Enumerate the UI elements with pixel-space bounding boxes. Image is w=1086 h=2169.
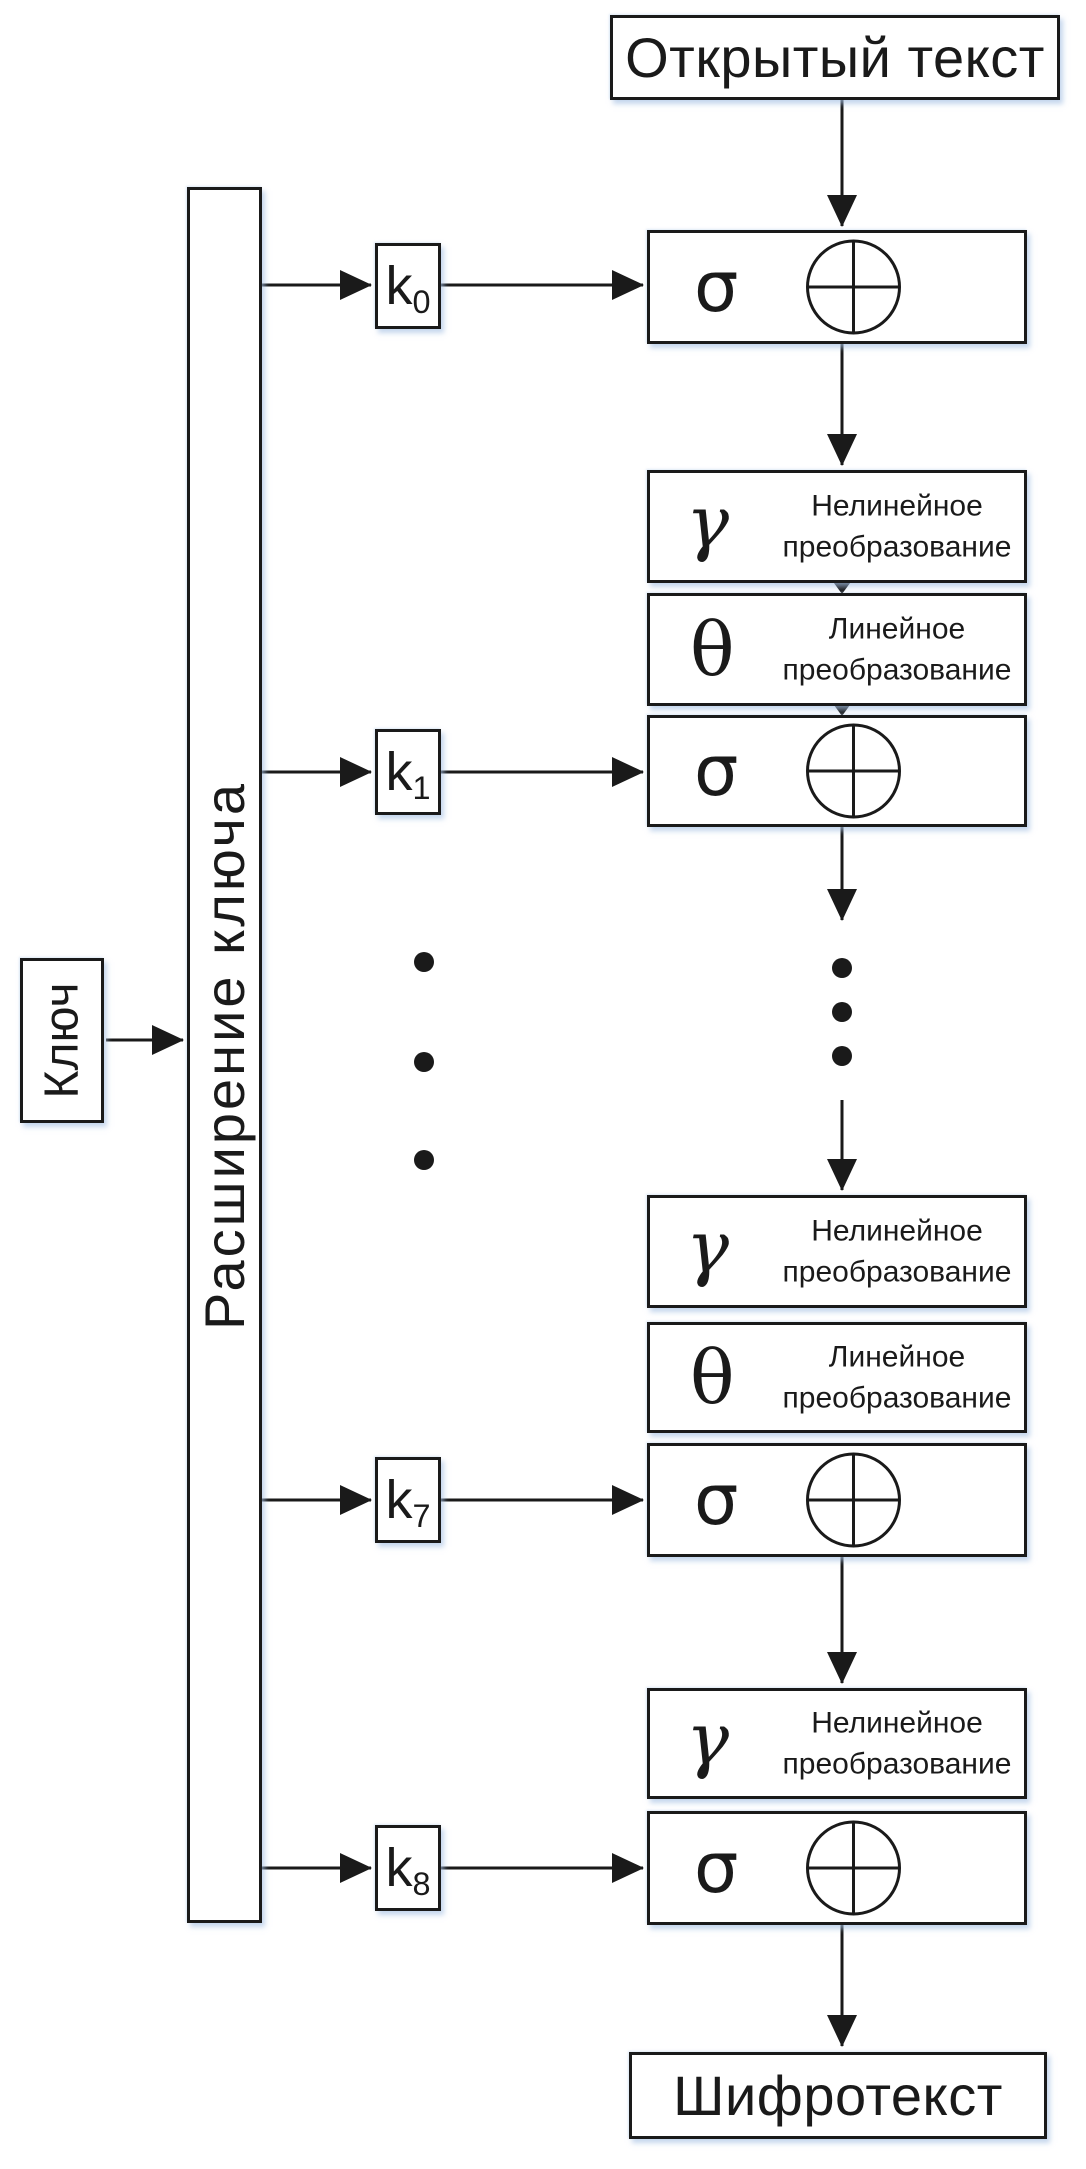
data-path-ellipsis-dots [832,958,852,1066]
key-base: k [385,1838,413,1898]
round-key-box-k1 [375,729,441,815]
round-key-label [385,1469,431,1535]
key-base: k [385,256,413,316]
nonlinear-box-1 [647,470,1027,583]
gamma-symbol: γ [686,1205,730,1290]
key-index: 0 [412,284,431,321]
round-key-box-k7 [375,1457,441,1543]
nonlinear-label: Нелинейное преобразование [782,489,1012,564]
ciphertext-box [629,2052,1047,2139]
sigma-symbol: σ [694,1827,739,1909]
linear-label: Линейное преобразование [782,1340,1012,1415]
plaintext-label: Открытый текст [625,26,1045,89]
key-addition-box-3 [647,1443,1027,1557]
xor-circle-icon [806,1453,901,1548]
xor-circle-icon [806,1821,901,1916]
round-key-label [385,255,431,321]
key-box [20,958,104,1123]
key-index: 8 [412,1866,431,1903]
nonlinear-label: Нелинейное преобразование [782,1706,1012,1781]
key-label: Ключ [35,982,89,1099]
round-key-box-k0 [375,243,441,329]
key-index: 1 [412,770,431,807]
xor-circle-icon [806,240,901,335]
plaintext-box [610,15,1060,100]
round-key-label [385,741,431,807]
sigma-symbol: σ [694,1459,739,1541]
xor-circle-icon [806,724,901,819]
key-index: 7 [412,1498,431,1535]
theta-symbol: θ [690,1334,735,1421]
round-key-label [385,1837,431,1903]
gamma-symbol: γ [686,1697,730,1782]
key-addition-box-1 [647,230,1027,344]
key-expansion-label: Расширение ключа [193,780,256,1330]
key-base: k [385,1470,413,1530]
key-ellipsis-dots [414,952,434,1170]
linear-label: Линейное преобразование [782,612,1012,687]
linear-box-2 [647,1322,1027,1433]
key-expansion-box [187,187,262,1923]
theta-symbol: θ [690,606,735,693]
nonlinear-label: Нелинейное преобразование [782,1214,1012,1289]
sigma-symbol: σ [694,730,739,812]
gamma-symbol: γ [686,480,730,565]
round-key-box-k8 [375,1825,441,1911]
key-addition-box-4 [647,1811,1027,1925]
ciphertext-label: Шифротекст [673,2064,1003,2127]
nonlinear-box-2 [647,1195,1027,1308]
sigma-symbol: σ [694,246,739,328]
key-addition-box-2 [647,715,1027,827]
key-base: k [385,742,413,802]
nonlinear-box-3 [647,1688,1027,1799]
linear-box-1 [647,593,1027,706]
